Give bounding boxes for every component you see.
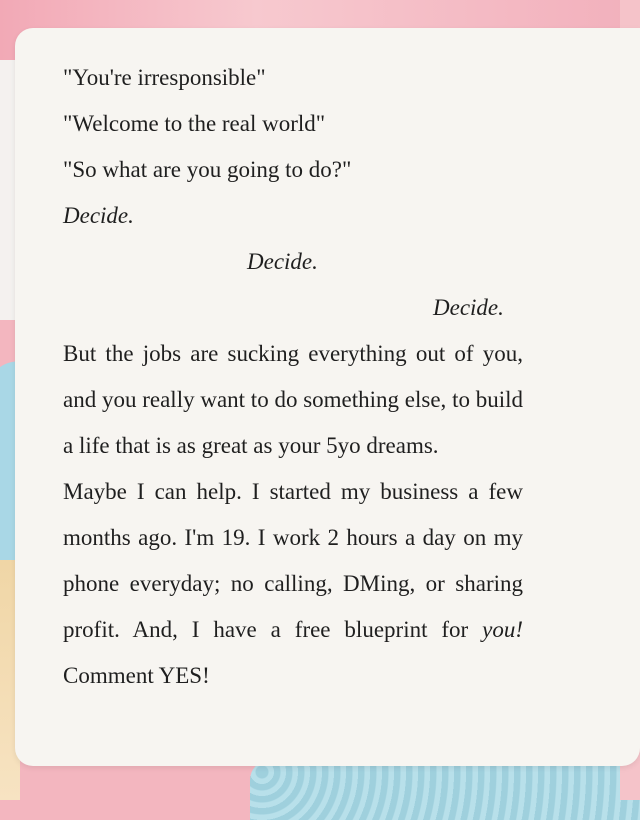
background-blue-textured-shape (250, 760, 640, 820)
paragraph-jobs: But the jobs are sucking everything out of you, and you really want to do something else, to build a life that is as great as your 5yo dreams. (63, 341, 523, 458)
offer-emphasis: you! (482, 617, 523, 642)
quote-line: "You're irresponsible" (63, 65, 266, 90)
quote-line: "Welcome to the real world" (63, 111, 326, 136)
decide-line: Decide. (247, 249, 318, 274)
post-text (63, 55, 523, 699)
offer-call-to-action: Comment YES! (63, 663, 210, 688)
decide-line: Decide. (63, 203, 134, 228)
quote-line: "So what are you going to do?" (63, 157, 352, 182)
paragraph-offer (63, 469, 523, 699)
offer-text: Maybe I can help. I started my business a few months ago. I'm 19. I work 2 hours a day on my phone everyday; no calling, DMing, or sharing profit. And, I have a free blueprint for (63, 479, 523, 642)
decide-line: Decide. (433, 295, 504, 320)
